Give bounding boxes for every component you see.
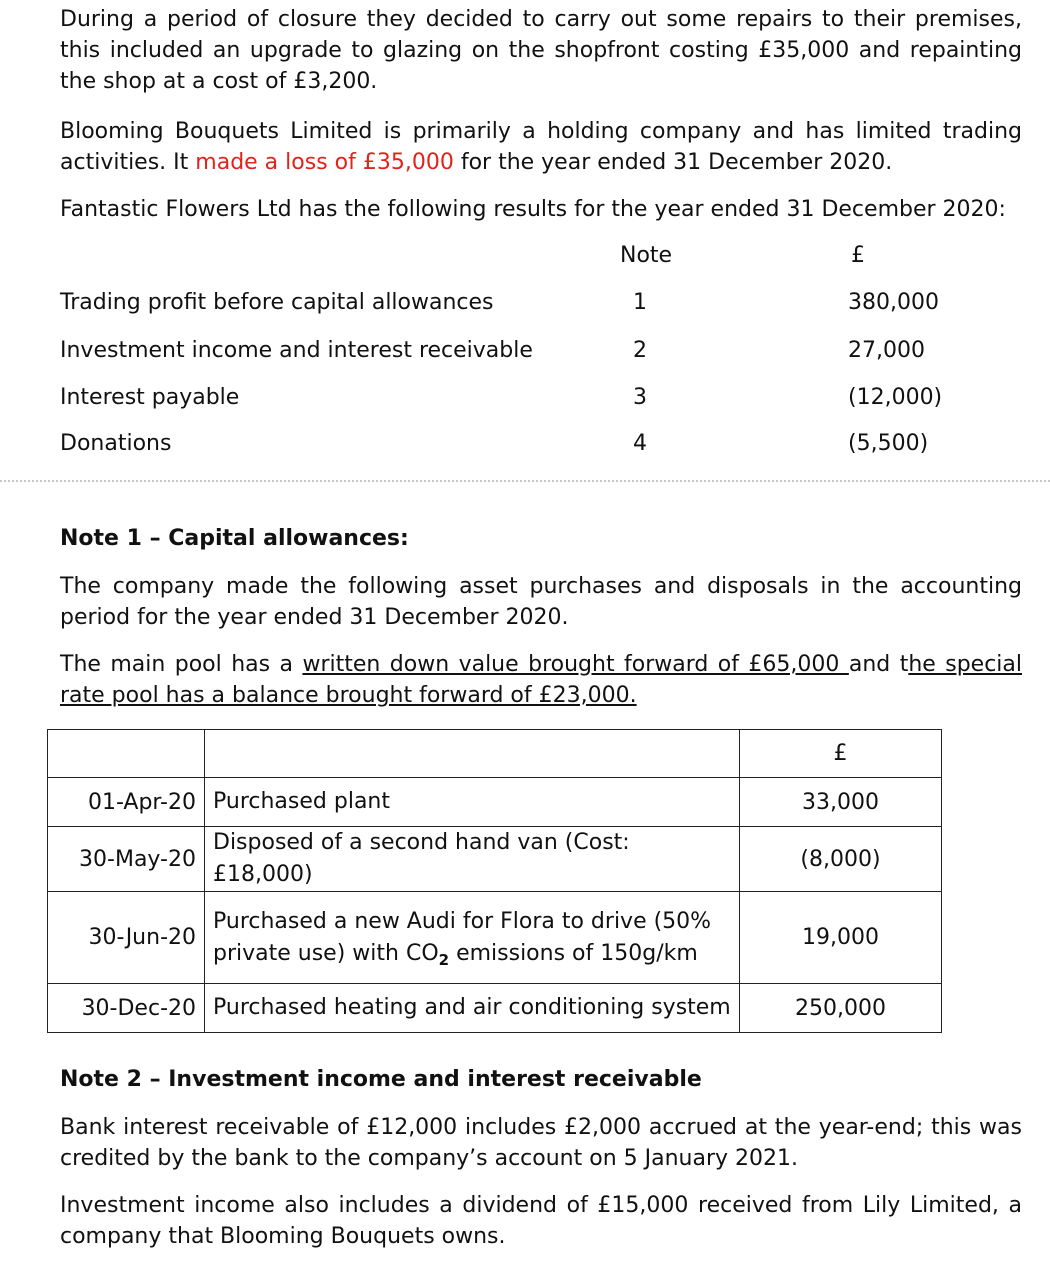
- note-column-header: Note: [620, 243, 673, 268]
- table-description: Purchased plant: [205, 778, 740, 827]
- results-row-note: 1: [633, 290, 647, 315]
- results-row-note: 4: [633, 431, 647, 456]
- note1-intro-paragraph: The company made the following asset purchases and disposals in the accounting period for the year ended 31 December 2020.: [60, 574, 1022, 630]
- pools-text-1: The main pool has a: [60, 652, 303, 677]
- bb-text-end: for the year ended 31 December 2020.: [453, 150, 893, 175]
- table-description: Purchased heating and air conditioning system: [205, 984, 740, 1033]
- table-date: 30-May-20: [48, 827, 205, 892]
- table-cell: [205, 730, 740, 778]
- currency-column-header: £: [851, 243, 865, 268]
- results-row-note: 3: [633, 385, 647, 410]
- results-row-label: Trading profit before capital allowances: [60, 290, 494, 315]
- results-row: [0, 428, 1050, 459]
- results-row: [0, 287, 1050, 318]
- results-row-label: Donations: [60, 431, 172, 456]
- closure-repairs-paragraph: During a period of closure they decided to carry out some repairs to their premises, this included an upgrade to glazing on the shopfront costing £35,000 and repainting the shop at a cost of £3,200.: [60, 7, 1022, 94]
- table-description: Disposed of a second hand van (Cost: £18,000): [205, 827, 740, 892]
- table-date: 01-Apr-20: [48, 778, 205, 827]
- blooming-bouquets-paragraph: [60, 116, 1022, 178]
- table-amount: (8,000): [740, 827, 942, 892]
- audi-line-2a: private use) with CO: [213, 940, 439, 966]
- fantastic-flowers-paragraph: Fantastic Flowers Ltd has the following results for the year ended 31 December 2020:: [60, 197, 1006, 222]
- results-row: [0, 335, 1050, 366]
- results-row-amount: 380,000: [848, 290, 939, 315]
- results-row-amount: (5,500): [848, 431, 929, 456]
- table-description: [205, 892, 740, 984]
- note1-heading: Note 1 – Capital allowances:: [60, 526, 409, 551]
- results-row: [0, 382, 1050, 413]
- results-row-amount: (12,000): [848, 385, 943, 410]
- table-amount: 19,000: [740, 892, 942, 984]
- results-row-label: Investment income and interest receivable: [60, 338, 533, 363]
- audi-line-2b: emissions of 150g/km: [449, 940, 698, 966]
- table-date: 30-Dec-20: [48, 984, 205, 1033]
- note2-bank-interest-paragraph: Bank interest receivable of £12,000 includes £2,000 accrued at the year-end; this was credited by the bank to the company’s account on 5 January 2021.: [60, 1115, 1022, 1171]
- results-row-label: Interest payable: [60, 385, 240, 410]
- co2-subscript: 2: [438, 950, 450, 969]
- table-amount: 250,000: [740, 984, 942, 1033]
- special-pool-underlined: he special rate pool has a balance brought forward of £23,000.: [60, 652, 1023, 708]
- table-currency-header: £: [740, 730, 942, 778]
- note2-dividend-paragraph: Investment income also includes a dividend of £15,000 received from Lily Limited, a company that Blooming Bouquets owns.: [60, 1193, 1022, 1249]
- note1-pools-paragraph: [60, 649, 1022, 711]
- pools-text-3: and t: [848, 652, 909, 677]
- table-date: 30-Jun-20: [48, 892, 205, 984]
- audi-line-1: Purchased a new Audi for Flora to drive (50%: [213, 908, 712, 934]
- note2-heading: Note 2 – Investment income and interest receivable: [60, 1067, 702, 1092]
- loss-highlight: made a loss of £35,000: [195, 150, 454, 175]
- table-header-row: [48, 730, 942, 778]
- bb-text-start: Blooming Bouquets Limited is primarily a holding company and has limited trading activities. It: [60, 119, 1022, 175]
- results-row-amount: 27,000: [848, 338, 925, 363]
- main-pool-underlined: written down value brought forward of £65,000: [302, 652, 849, 677]
- table-row: [48, 984, 942, 1033]
- results-row-note: 2: [633, 338, 647, 363]
- results-header-row: [0, 240, 1050, 271]
- table-row: [48, 892, 942, 984]
- table-row: [48, 827, 942, 892]
- table-row: [48, 778, 942, 827]
- table-amount: 33,000: [740, 778, 942, 827]
- section-divider: [0, 480, 1050, 482]
- table-cell: [48, 730, 205, 778]
- capital-allowances-table: [47, 729, 942, 1033]
